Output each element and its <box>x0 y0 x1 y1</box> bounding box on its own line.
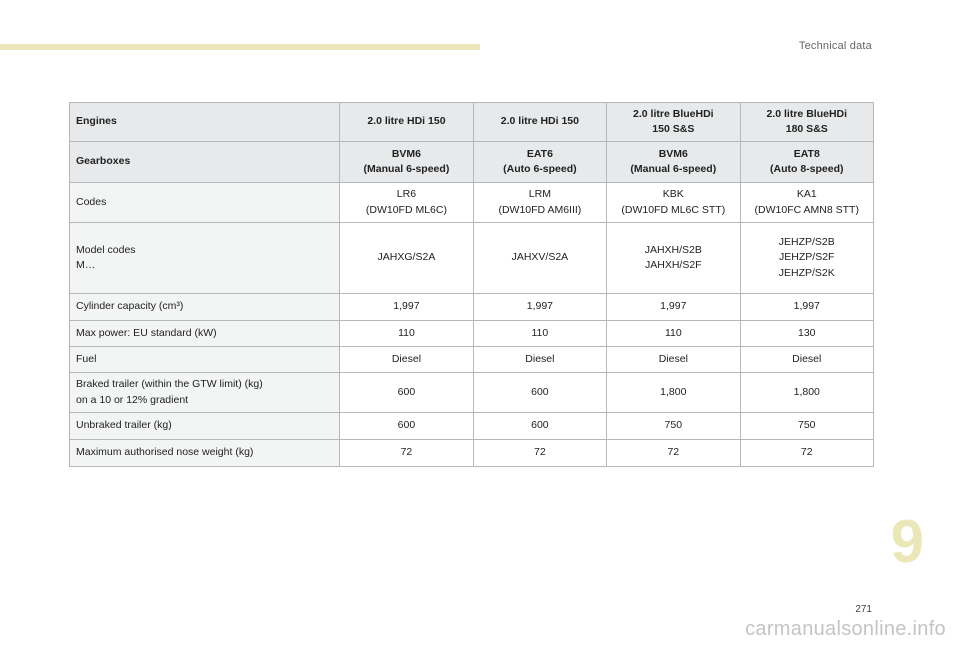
table-cell: Diesel <box>740 347 873 373</box>
top-accent-bar <box>0 44 480 50</box>
row-label: Unbraked trailer (kg) <box>70 413 340 440</box>
table-cell: 1,997 <box>340 294 473 321</box>
table-row <box>70 183 874 223</box>
table-row <box>70 294 874 321</box>
row-label: Codes <box>70 183 340 223</box>
table-cell: 750 <box>607 413 740 440</box>
table-cell: JAHXG/S2A <box>340 223 473 294</box>
table-cell: 1,800 <box>740 373 873 413</box>
table-cell: KBK (DW10FD ML6C STT) <box>607 183 740 223</box>
table-cell: 600 <box>340 373 473 413</box>
page-number: 271 <box>855 604 872 615</box>
table-cell: 130 <box>740 321 873 347</box>
row-label: Braked trailer (within the GTW limit) (kg) on a 10 or 12% gradient <box>70 373 340 413</box>
header-label-cell: Gearboxes <box>70 142 340 183</box>
table-header-row <box>70 103 874 142</box>
table-row <box>70 373 874 413</box>
row-label: Maximum authorised nose weight (kg) <box>70 440 340 467</box>
header-cell: 2.0 litre HDi 150 <box>340 103 473 142</box>
table-cell: 1,997 <box>473 294 606 321</box>
table-cell: KA1 (DW10FC AMN8 STT) <box>740 183 873 223</box>
table-row <box>70 321 874 347</box>
row-label: Model codes M… <box>70 223 340 294</box>
row-label: Fuel <box>70 347 340 373</box>
table-cell: LR6 (DW10FD ML6C) <box>340 183 473 223</box>
section-title: Technical data <box>798 40 872 52</box>
table-cell: 72 <box>607 440 740 467</box>
table-cell: JEHZP/S2B JEHZP/S2F JEHZP/S2K <box>740 223 873 294</box>
table-cell: 110 <box>473 321 606 347</box>
table-cell: 600 <box>340 413 473 440</box>
table-cell: 110 <box>607 321 740 347</box>
table-row <box>70 413 874 440</box>
table-cell: 1,997 <box>740 294 873 321</box>
table-cell: 750 <box>740 413 873 440</box>
technical-data-table <box>69 102 874 467</box>
header-cell: EAT8 (Auto 8-speed) <box>740 142 873 183</box>
header-label-cell: Engines <box>70 103 340 142</box>
header-cell: 2.0 litre HDi 150 <box>473 103 606 142</box>
table-cell: LRM (DW10FD AM6III) <box>473 183 606 223</box>
watermark-text: carmanualsonline.info <box>745 618 946 640</box>
table-cell: Diesel <box>340 347 473 373</box>
table-cell: JAHXH/S2B JAHXH/S2F <box>607 223 740 294</box>
table-row <box>70 223 874 294</box>
header-cell: 2.0 litre BlueHDi 180 S&S <box>740 103 873 142</box>
table-row <box>70 440 874 467</box>
table-cell: 72 <box>740 440 873 467</box>
table-cell: JAHXV/S2A <box>473 223 606 294</box>
table-cell: 600 <box>473 413 606 440</box>
header-cell: EAT6 (Auto 6-speed) <box>473 142 606 183</box>
table-cell: 72 <box>340 440 473 467</box>
table-cell: 72 <box>473 440 606 467</box>
row-label: Cylinder capacity (cm³) <box>70 294 340 321</box>
table-cell: 600 <box>473 373 606 413</box>
table-cell: 1,997 <box>607 294 740 321</box>
table-cell: 110 <box>340 321 473 347</box>
table-cell: 1,800 <box>607 373 740 413</box>
table-cell: Diesel <box>607 347 740 373</box>
row-label: Max power: EU standard (kW) <box>70 321 340 347</box>
table-header-row <box>70 142 874 183</box>
header-cell: BVM6 (Manual 6-speed) <box>340 142 473 183</box>
table-row <box>70 347 874 373</box>
header-cell: 2.0 litre BlueHDi 150 S&S <box>607 103 740 142</box>
chapter-number: 9 <box>890 508 924 575</box>
table-cell: Diesel <box>473 347 606 373</box>
header-cell: BVM6 (Manual 6-speed) <box>607 142 740 183</box>
